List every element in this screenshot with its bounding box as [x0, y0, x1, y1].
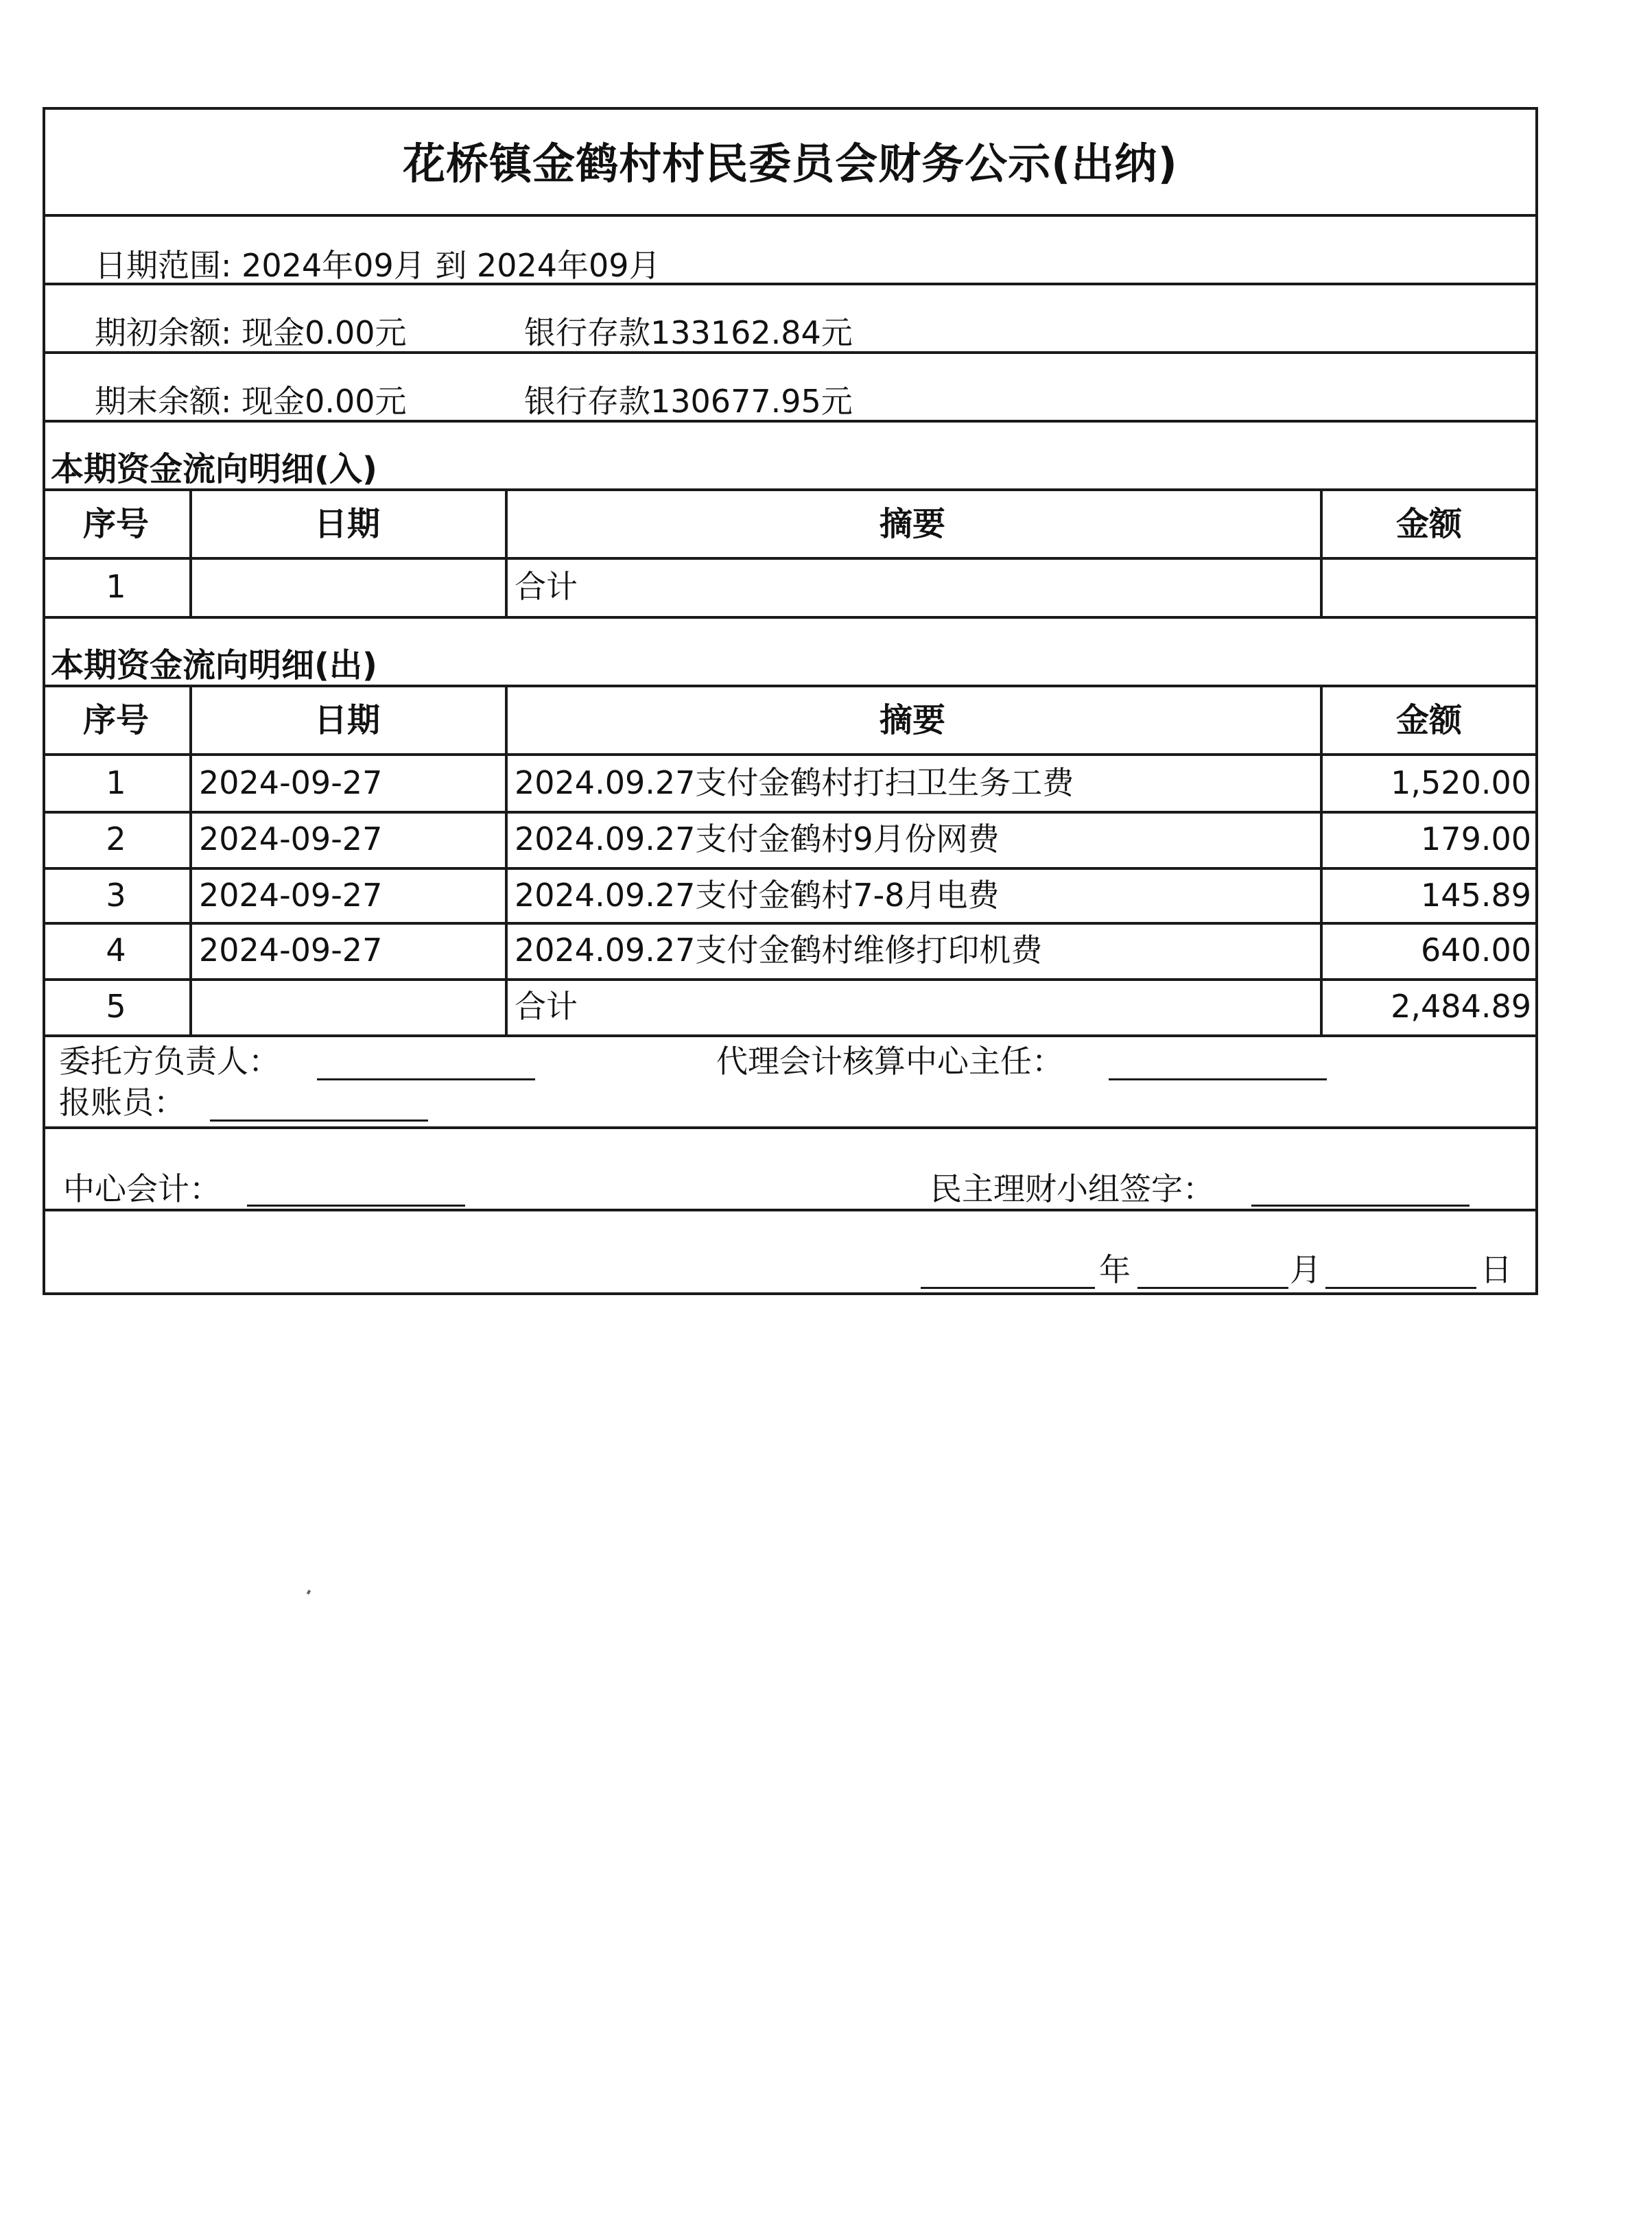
rule-opening — [43, 351, 1538, 354]
day-label: 日 — [1480, 1251, 1512, 1288]
expense-header-no: 序号 — [82, 701, 149, 739]
col-rule-expense-2 — [505, 685, 508, 1034]
opening-cash: 期初余额: 现金0.00元 — [95, 314, 407, 351]
reimburser-line — [210, 1120, 428, 1122]
rule-expense-row-5 — [43, 1034, 1538, 1037]
expense-row-4-summary: 2024.09.27支付金鹤村维修打印机费 — [515, 932, 1043, 969]
agency-director-label: 代理会计核算中心主任： — [716, 1043, 1063, 1080]
expense-section-title: 本期资金流向明细(出) — [51, 646, 377, 685]
income-header-summary: 摘要 — [879, 505, 945, 543]
rule-expense-header — [43, 753, 1538, 756]
expense-row-4-date: 2024-09-27 — [199, 932, 383, 969]
client-head-label: 委托方负责人： — [59, 1043, 280, 1080]
expense-row-2-summary: 2024.09.27支付金鹤村9月份网费 — [515, 820, 1000, 857]
expense-row-5-amount: 2,484.89 — [1391, 988, 1531, 1025]
closing-bank: 银行存款130677.95元 — [524, 383, 853, 420]
rule-closing — [43, 420, 1538, 423]
rule-income-row — [43, 616, 1538, 619]
expense-header-summary: 摘要 — [879, 701, 945, 739]
finance-group-label: 民主理财小组签字： — [930, 1170, 1214, 1207]
rule-signature-1 — [43, 1126, 1538, 1129]
income-row-summary: 合计 — [515, 568, 578, 605]
agency-director-line — [1109, 1078, 1327, 1080]
expense-row-2-no: 2 — [106, 820, 126, 857]
expense-row-4-amount: 640.00 — [1421, 932, 1531, 969]
expense-row-3-summary: 2024.09.27支付金鹤村7-8月电费 — [515, 877, 1000, 914]
expense-row-2-date: 2024-09-27 — [199, 820, 383, 857]
rule-expense-row-1 — [43, 811, 1538, 814]
rule-expense-row-3 — [43, 922, 1538, 925]
expense-row-1-no: 1 — [106, 764, 126, 801]
rule-expense-title — [43, 685, 1538, 687]
expense-row-1-summary: 2024.09.27支付金鹤村打扫卫生务工费 — [515, 764, 1074, 801]
rule-income-header — [43, 557, 1538, 560]
day-line — [1325, 1287, 1476, 1289]
expense-row-5-no: 5 — [106, 988, 126, 1025]
year-label: 年 — [1099, 1251, 1131, 1288]
rule-expense-row-2 — [43, 867, 1538, 870]
income-header-no: 序号 — [82, 505, 149, 543]
opening-bank: 银行存款133162.84元 — [524, 314, 853, 351]
center-accountant-line — [247, 1205, 465, 1207]
expense-row-3-amount: 145.89 — [1421, 877, 1531, 914]
center-accountant-label: 中心会计： — [63, 1170, 221, 1207]
rule-income-title — [43, 488, 1538, 491]
client-head-line — [317, 1078, 535, 1080]
expense-header-date: 日期 — [314, 701, 380, 739]
month-line — [1137, 1287, 1288, 1289]
finance-disclosure-sheet — [43, 107, 1541, 1298]
expense-row-1-amount: 1,520.00 — [1391, 764, 1531, 801]
reimburser-label: 报账员： — [59, 1084, 185, 1121]
rule-title — [43, 214, 1538, 217]
closing-cash: 期末余额: 现金0.00元 — [95, 383, 407, 420]
year-line — [921, 1287, 1095, 1289]
expense-row-3-no: 3 — [106, 877, 126, 914]
income-header-date: 日期 — [314, 505, 380, 543]
expense-header-amount: 金额 — [1395, 701, 1462, 739]
scan-speck — [307, 1589, 311, 1594]
rule-expense-row-4 — [43, 978, 1538, 981]
income-header-amount: 金额 — [1395, 505, 1462, 543]
col-rule-expense-3 — [1320, 685, 1323, 1034]
finance-group-line — [1251, 1205, 1470, 1207]
expense-row-3-date: 2024-09-27 — [199, 877, 383, 914]
month-label: 月 — [1290, 1251, 1321, 1288]
expense-row-5-summary: 合计 — [515, 988, 578, 1025]
page-title: 花桥镇金鹤村村民委员会财务公示(出纳) — [403, 139, 1178, 189]
income-section-title: 本期资金流向明细(入) — [51, 450, 377, 488]
col-rule-expense-1 — [189, 685, 192, 1034]
income-row-no: 1 — [106, 568, 126, 605]
expense-row-4-no: 4 — [106, 932, 126, 969]
date-range: 日期范围: 2024年09月 到 2024年09月 — [95, 247, 661, 284]
expense-row-1-date: 2024-09-27 — [199, 764, 383, 801]
expense-row-2-amount: 179.00 — [1421, 820, 1531, 857]
rule-signature-2 — [43, 1209, 1538, 1211]
